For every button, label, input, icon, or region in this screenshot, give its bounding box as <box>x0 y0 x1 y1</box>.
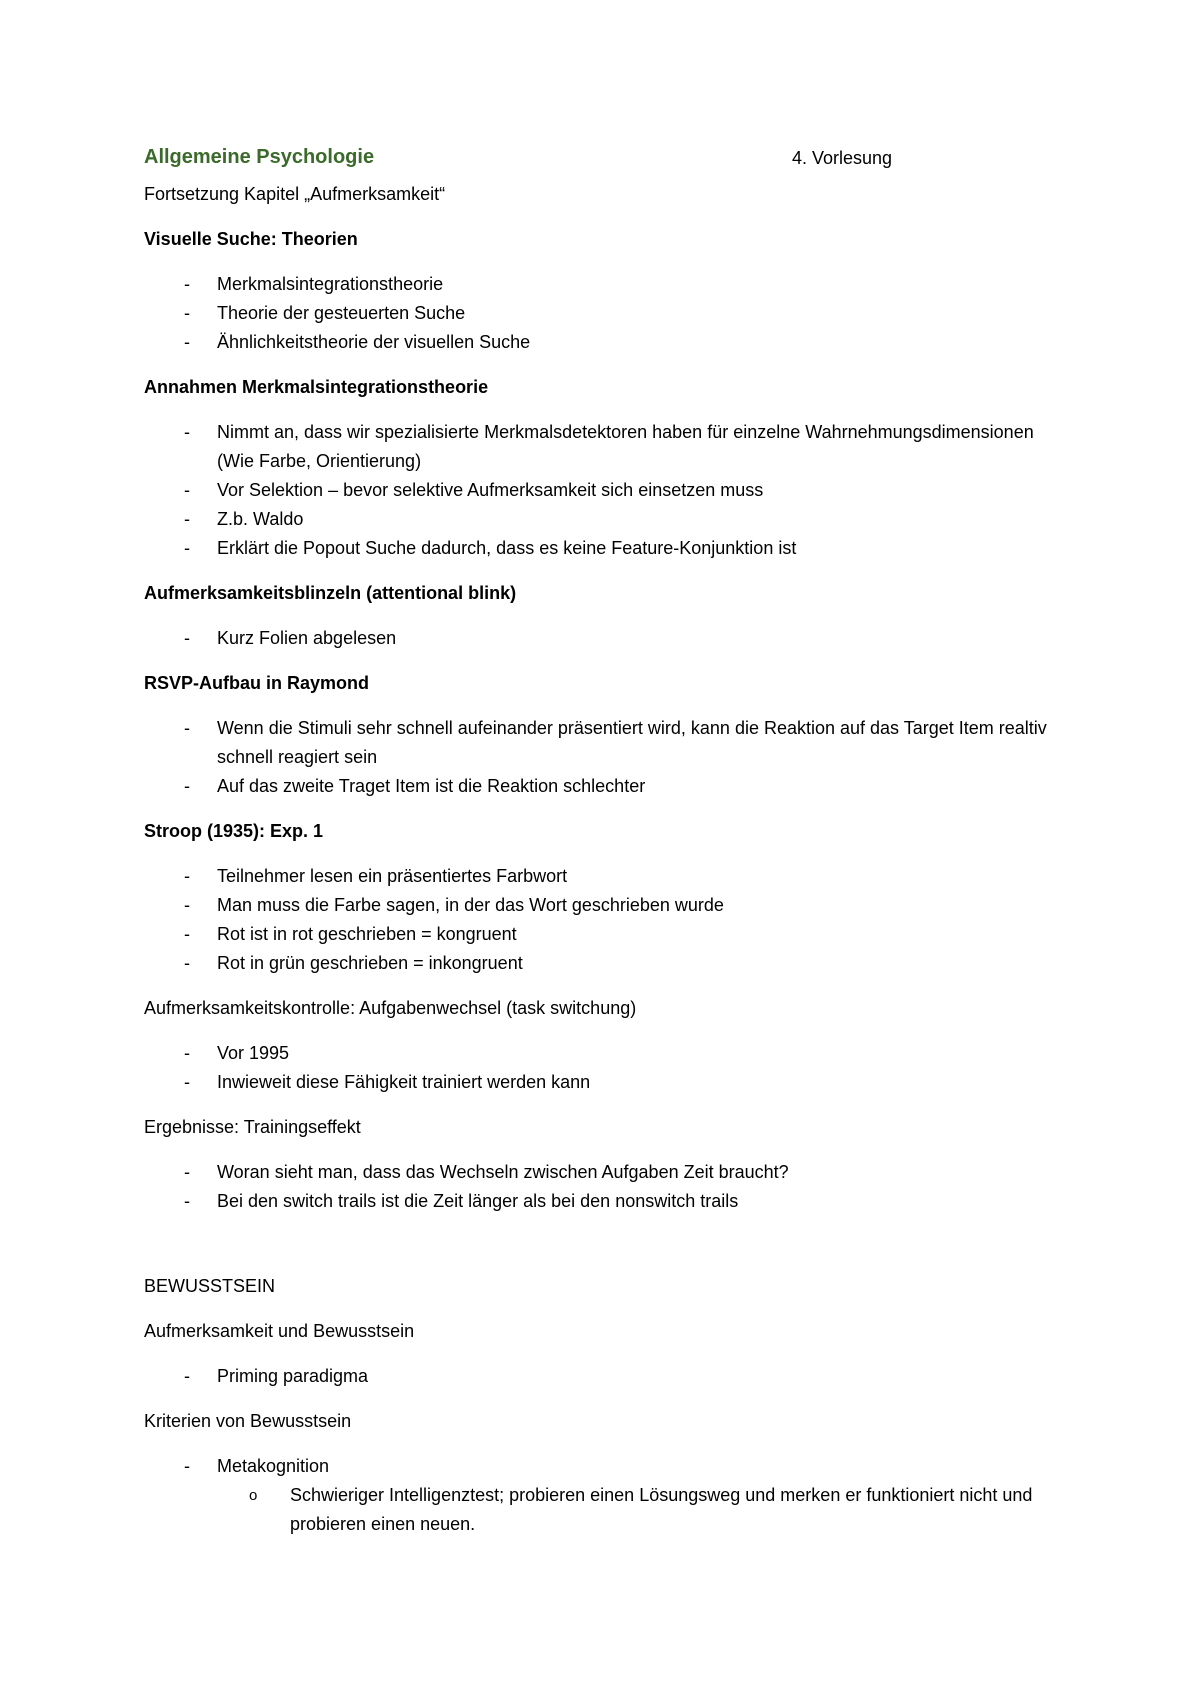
list-item: - Vor Selektion – bevor selektive Aufmerksamkeit sich einsetzen muss <box>144 476 1064 505</box>
dash-bullet: - <box>184 895 190 915</box>
heading-stroop: Stroop (1935): Exp. 1 <box>144 821 324 841</box>
list-item: - Erklärt die Popout Suche dadurch, dass es keine Feature-Konjunktion ist <box>144 534 1064 563</box>
dash-bullet: - <box>184 718 190 738</box>
sublist-metacognition <box>217 1481 1064 1539</box>
list-item: - Theorie der gesteuerten Suche <box>144 299 1064 328</box>
heading-rsvp: RSVP-Aufbau in Raymond <box>144 673 370 693</box>
dash-bullet: - <box>184 480 190 500</box>
document-header <box>144 140 1064 180</box>
list-visual-search-theories <box>144 270 1064 357</box>
document-page <box>144 140 1064 1555</box>
list-item: - Metakognition o Schwieriger Intelligenztest; probieren einen Lösungsweg und merken er funktioniert nicht und probieren einen neuen. <box>144 1452 1064 1539</box>
dash-bullet: - <box>184 1366 190 1386</box>
list-item: - Rot in grün geschrieben = inkongruent <box>144 949 1064 978</box>
heading-training-effect: Ergebnisse: Trainingseffekt <box>144 1117 361 1137</box>
dash-bullet: - <box>184 332 190 352</box>
dash-bullet: - <box>184 866 190 886</box>
heading-visual-search-theories: Visuelle Suche: Theorien <box>144 229 358 249</box>
list-item: - Man muss die Farbe sagen, in der das Wort geschrieben wurde <box>144 891 1064 920</box>
list-item: - Nimmt an, dass wir spezialisierte Merkmalsdetektoren haben für einzelne Wahrnehmungsdimensionen (Wie Farbe, Orientierung) <box>144 418 1064 476</box>
dash-bullet: - <box>184 953 190 973</box>
dash-bullet: - <box>184 776 190 796</box>
dash-bullet: - <box>184 422 190 442</box>
list-item: - Rot ist in rot geschrieben = kongruent <box>144 920 1064 949</box>
list-rsvp <box>144 714 1064 801</box>
dash-bullet: - <box>184 1043 190 1063</box>
dash-bullet: - <box>184 538 190 558</box>
list-item: - Wenn die Stimuli sehr schnell aufeinander präsentiert wird, kann die Reaktion auf das Target Item realtiv schnell reagiert sein <box>144 714 1064 772</box>
heading-consciousness-criteria: Kriterien von Bewusstsein <box>144 1411 352 1431</box>
heading-task-switching: Aufmerksamkeitskontrolle: Aufgabenwechsel (task switchung) <box>144 998 637 1018</box>
sub-list-item: o Schwieriger Intelligenztest; probieren einen Lösungsweg und merken er funktioniert nicht und probieren einen neuen. <box>217 1481 1064 1539</box>
list-item: - Priming paradigma <box>144 1362 1064 1391</box>
dash-bullet: - <box>184 1456 190 1476</box>
dash-bullet: - <box>184 1162 190 1182</box>
blank-line <box>144 1232 1064 1272</box>
dash-bullet: - <box>184 628 190 648</box>
heading-attention-and-consciousness: Aufmerksamkeit und Bewusstsein <box>144 1321 415 1341</box>
list-feature-integration-assumptions <box>144 418 1064 563</box>
dash-bullet: - <box>184 303 190 323</box>
list-item: - Ähnlichkeitstheorie der visuellen Suche <box>144 328 1064 357</box>
document-title: Allgemeine Psychologie <box>144 146 375 168</box>
list-item: - Teilnehmer lesen ein präsentiertes Farbwort <box>144 862 1064 891</box>
lecture-number: 4. Vorlesung <box>792 148 893 168</box>
dash-bullet: - <box>184 1072 190 1092</box>
dash-bullet: - <box>184 274 190 294</box>
list-item: - Vor 1995 <box>144 1039 1064 1068</box>
dash-bullet: - <box>184 924 190 944</box>
list-item: - Kurz Folien abgelesen <box>144 624 1064 653</box>
heading-feature-integration-assumptions: Annahmen Merkmalsintegrationstheorie <box>144 377 489 397</box>
list-consciousness-criteria <box>144 1452 1064 1539</box>
heading-attentional-blink: Aufmerksamkeitsblinzeln (attentional blink) <box>144 583 517 603</box>
chapter-continuation: Fortsetzung Kapitel „Aufmerksamkeit“ <box>144 184 446 204</box>
dash-bullet: - <box>184 509 190 529</box>
list-item: - Merkmalsintegrationstheorie <box>144 270 1064 299</box>
list-item: - Woran sieht man, dass das Wechseln zwischen Aufgaben Zeit braucht? <box>144 1158 1064 1187</box>
list-task-switching <box>144 1039 1064 1097</box>
list-stroop <box>144 862 1064 978</box>
list-training-effect <box>144 1158 1064 1216</box>
list-item: - Auf das zweite Traget Item ist die Reaktion schlechter <box>144 772 1064 801</box>
list-item: - Bei den switch trails ist die Zeit länger als bei den nonswitch trails <box>144 1187 1064 1216</box>
list-item: - Z.b. Waldo <box>144 505 1064 534</box>
heading-consciousness: BEWUSSTSEIN <box>144 1276 276 1296</box>
list-attentional-blink <box>144 624 1064 653</box>
list-item: - Inwieweit diese Fähigkeit trainiert werden kann <box>144 1068 1064 1097</box>
dash-bullet: - <box>184 1191 190 1211</box>
circle-bullet: o <box>249 1487 258 1504</box>
list-attention-and-consciousness <box>144 1362 1064 1391</box>
